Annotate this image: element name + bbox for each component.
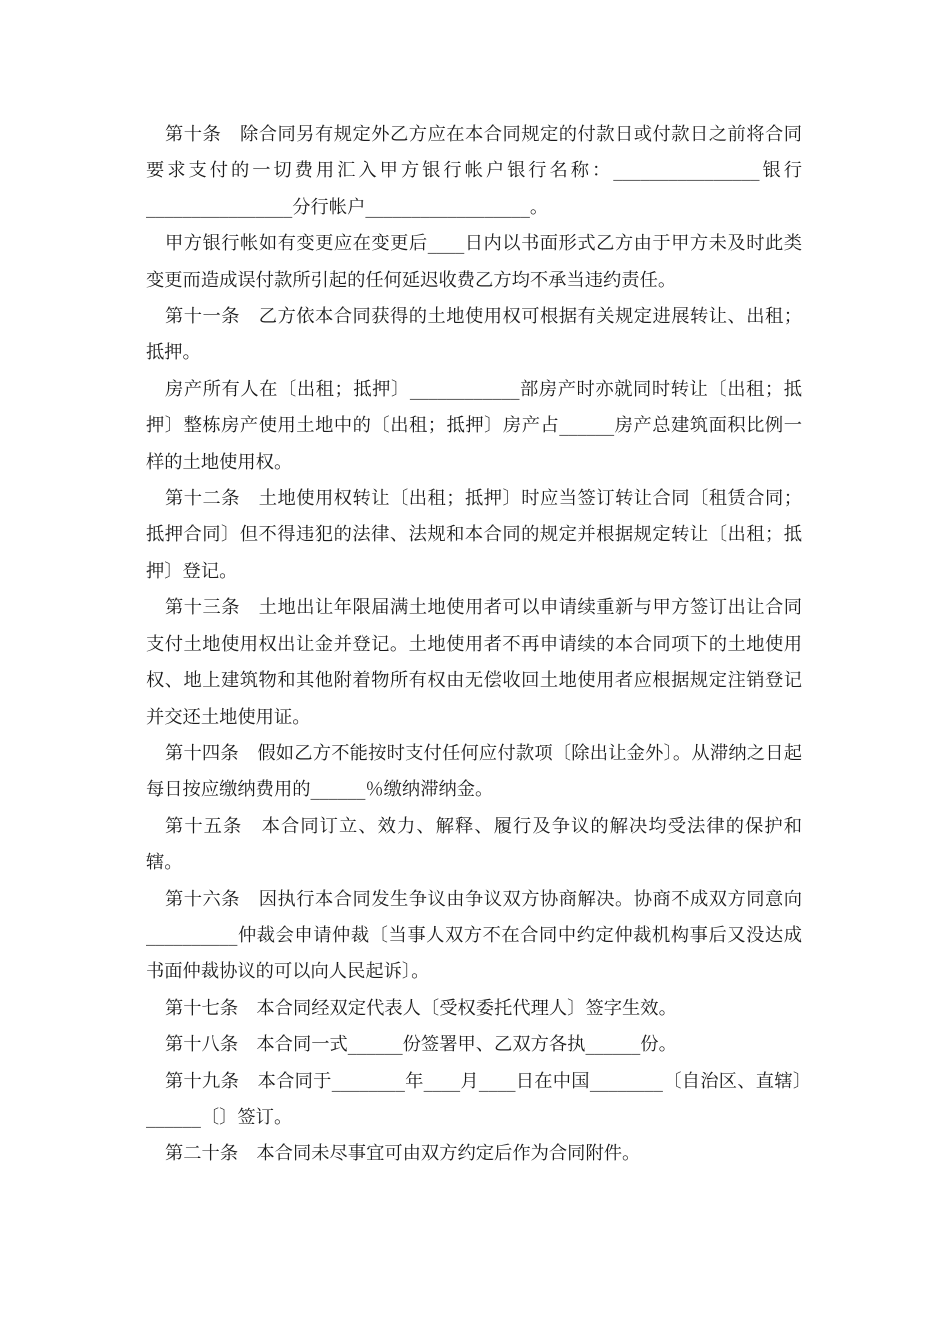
clause-20: 第二十条 本合同未尽事宜可由双方约定后作为合同附件。 <box>165 1143 641 1165</box>
clause-12: 第十二条 土地使用权转让〔出租；抵押〕时应当签订转让合同〔租赁合同；抵押合同〕但不得违犯的法律、法规和本合同的规定并根据规定转让〔出租；抵押〕登记。 <box>146 488 802 582</box>
document-body <box>146 117 802 1173</box>
clause-11-property: 房产所有人在〔出租；抵押〕____________部房产时亦就同时转让〔出租；抵押〕整栋房产使用土地中的〔出租；抵押〕房产占______房产总建筑面积比例一样的土地使用权。 <box>146 378 802 473</box>
clause-10: 第十条 除合同另有规定外乙方应在本合同规定的付款日或付款日之前将合同要求支付的一切费用汇入甲方银行帐户银行名称：________________银行________________分行帐户__________________。 <box>146 124 802 218</box>
clause-11: 第十一条 乙方依本合同获得的土地使用权可根据有关规定进展转让、出租；抵押。 <box>146 306 802 364</box>
clause-16: 第十六条 因执行本合同发生争议由争议双方协商解决。协商不成双方同意向__________仲裁会申请仲裁〔当事人双方不在合同中约定仲裁机构事后又没达成书面仲裁协议的可以向人民起诉〕。 <box>146 888 802 983</box>
clause-15: 第十五条 本合同订立、效力、解释、履行及争议的解决均受法律的保护和辖。 <box>146 815 802 874</box>
clause-13: 第十三条 土地出让年限届满土地使用者可以申请续重新与甲方签订出让合同支付土地使用权出让金并登记。土地使用者不再申请续的本合同项下的土地使用权、地上建筑物和其他附着物所有权由无偿收回土地使用者应根据规定注销登记并交还土地使用证。 <box>146 597 802 728</box>
clause-17: 第十七条 本合同经双定代表人〔受权委托代理人〕签字生效。 <box>165 997 677 1019</box>
clause-14: 第十四条 假如乙方不能按时支付任何应付款项〔除出让金外〕。从滞纳之日起每日按应缴纳费用的______％缴纳滞纳金。 <box>146 742 802 801</box>
clause-18: 第十八条 本合同一式______份签署甲、乙双方各执______份。 <box>165 1034 677 1056</box>
clause-19: 第十九条 本合同于________年____月____日在中国________〔自治区、直辖〕______〔〕签订。 <box>146 1070 802 1128</box>
clause-10-bank-change: 甲方银行帐如有变更应在变更后____日内以书面形式乙方由于甲方未及时此类变更而造成误付款所引起的任何延迟收费乙方均不承当违约责任。 <box>146 233 802 291</box>
